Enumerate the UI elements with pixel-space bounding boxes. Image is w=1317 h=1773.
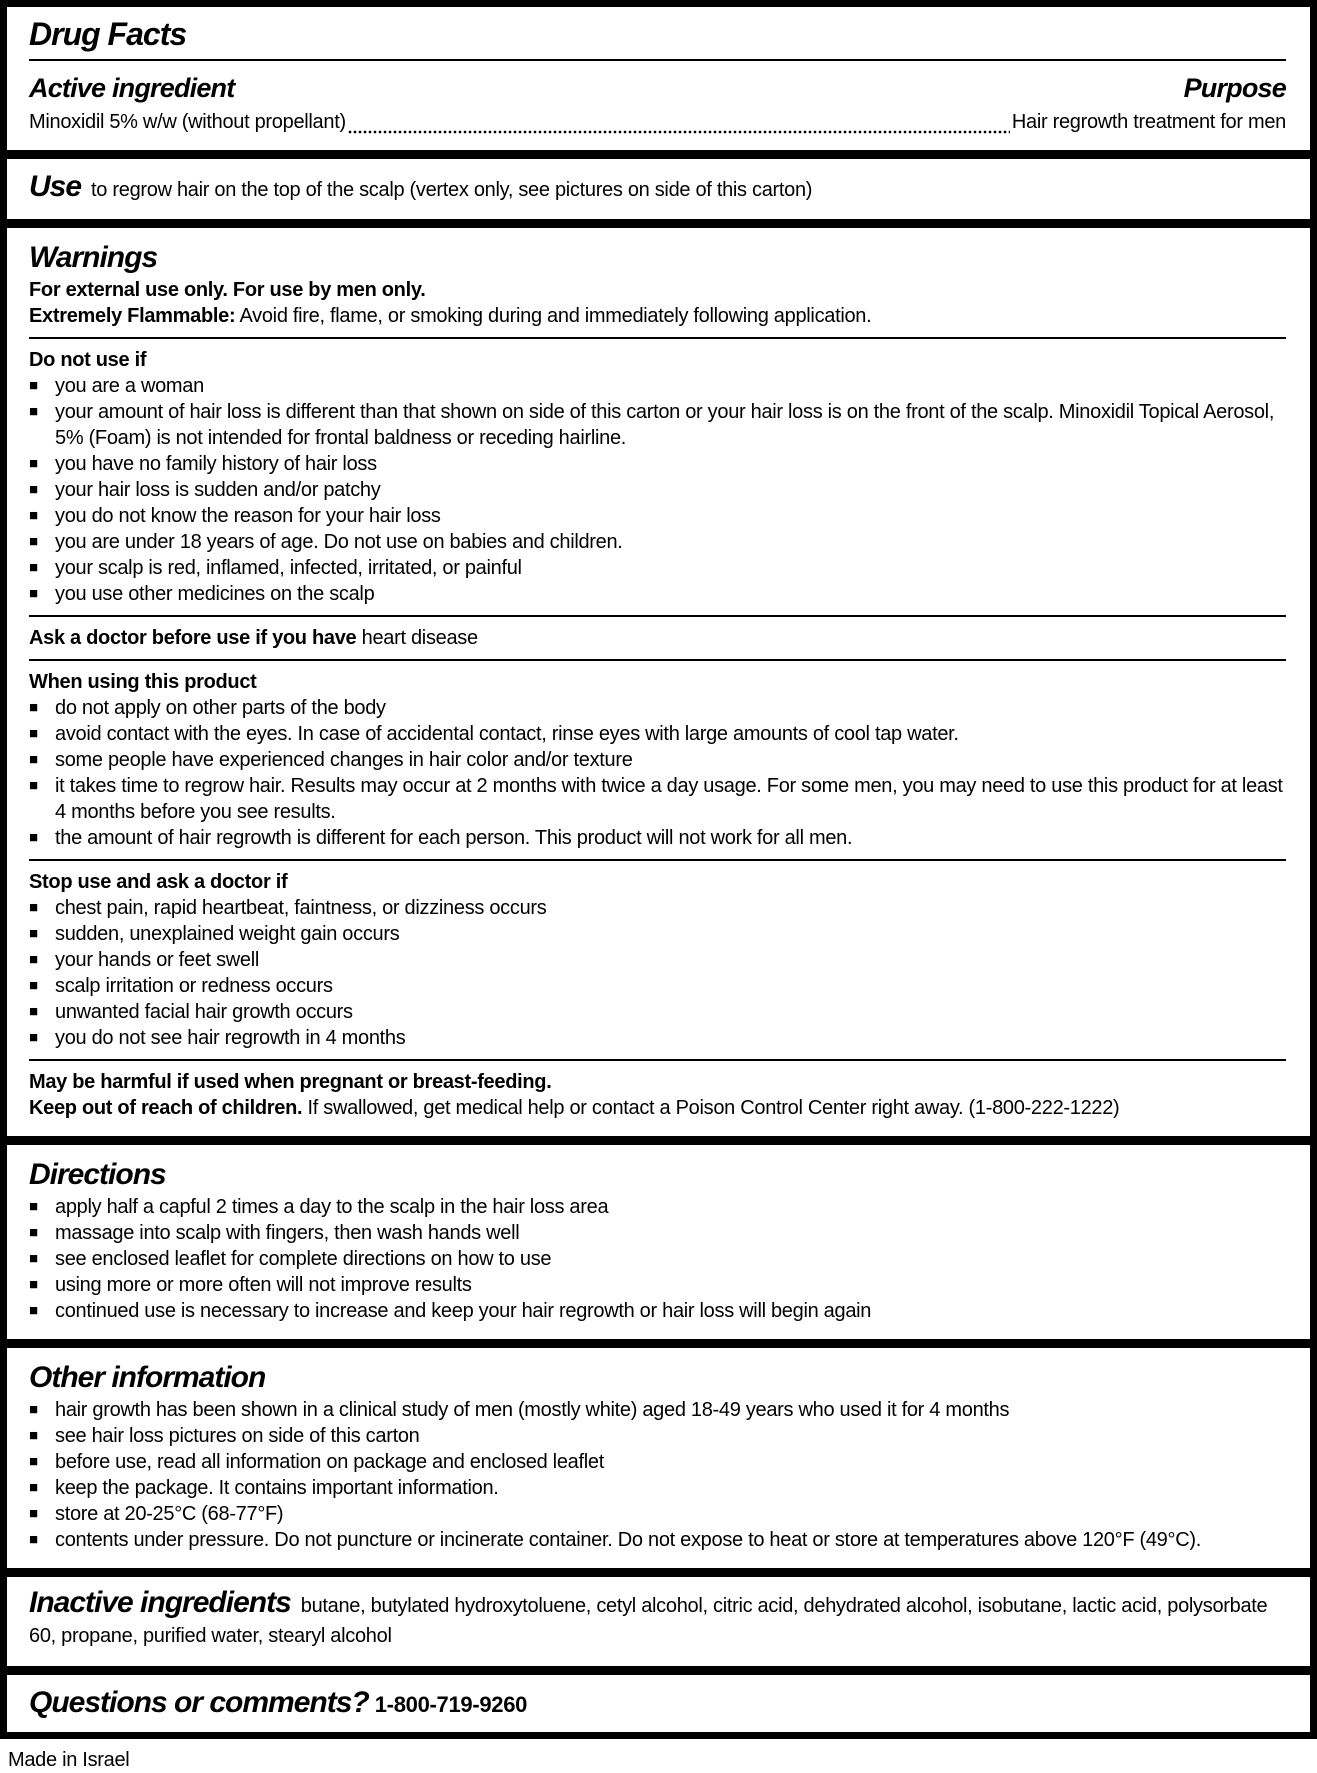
section-divider [7, 1339, 1310, 1348]
bullet-square-icon: ■ [29, 1427, 38, 1444]
bullet-square-icon: ■ [29, 1531, 38, 1548]
section-warnings [7, 231, 1310, 1133]
bullet-square-icon: ■ [29, 1276, 38, 1293]
ingredient-name: Minoxidil 5% w/w (without propellant) [29, 111, 346, 133]
section-divider [7, 1666, 1310, 1675]
bullet-square-icon: ■ [29, 1302, 38, 1319]
list-item [29, 1423, 1286, 1449]
bullet-square-icon: ■ [29, 951, 38, 968]
list-item [29, 895, 1286, 921]
list-item [29, 1298, 1286, 1324]
list-item [29, 477, 1286, 503]
list-item [29, 773, 1286, 825]
use-text: to regrow hair on the top of the scalp (vertex only, see pictures on side of this carton) [91, 179, 813, 201]
bullet-text: your hands or feet swell [55, 949, 260, 971]
warnings-rule [29, 859, 1286, 861]
bullet-text: your scalp is red, inflamed, infected, irritated, or painful [55, 557, 522, 579]
bullet-text: keep the package. It contains important information. [55, 1477, 499, 1499]
section-other-information [7, 1351, 1310, 1565]
purpose-heading: Purpose [1183, 73, 1286, 103]
warnings-heading: Warnings [29, 241, 158, 274]
dot-leader [348, 115, 1010, 135]
bullet-text: massage into scalp with fingers, then wash hands well [55, 1222, 520, 1244]
bullet-square-icon: ■ [29, 377, 38, 394]
section-divider [7, 1568, 1310, 1577]
external-use-line: For external use only. For use by men only. [29, 279, 426, 301]
bullet-square-icon: ■ [29, 899, 38, 916]
list-item [29, 399, 1286, 451]
section-divider [7, 1136, 1310, 1145]
inactive-ingredients-heading: Inactive ingredients [29, 1586, 291, 1619]
bullet-square-icon: ■ [29, 977, 38, 994]
inactive-ingredients-paragraph [29, 1588, 1286, 1651]
list-item [29, 529, 1286, 555]
list-item [29, 973, 1286, 999]
bullet-text: some people have experienced changes in hair color and/or texture [55, 749, 633, 771]
bullet-square-icon: ■ [29, 829, 38, 846]
bullet-square-icon: ■ [29, 1198, 38, 1215]
bullet-square-icon: ■ [29, 751, 38, 768]
stop-use-heading: Stop use and ask a doctor if [29, 871, 288, 893]
ingredient-purpose-row [29, 109, 1286, 135]
bullet-text: scalp irritation or redness occurs [55, 975, 333, 997]
bullet-text: it takes time to regrow hair. Results may occur at 2 months with twice a day usage. For some men, you may need to use this product for at least 4 months before you see results. [55, 775, 1283, 823]
bullet-text: you use other medicines on the scalp [55, 583, 375, 605]
bullet-square-icon: ■ [29, 699, 38, 716]
list-item [29, 921, 1286, 947]
list-item [29, 373, 1286, 399]
list-item [29, 1025, 1286, 1051]
bullet-square-icon: ■ [29, 1224, 38, 1241]
section-use [7, 162, 1310, 216]
list-item [29, 1527, 1286, 1553]
bullet-square-icon: ■ [29, 1479, 38, 1496]
other-information-list [29, 1397, 1286, 1553]
list-item [29, 1220, 1286, 1246]
bullet-text: you are a woman [55, 375, 204, 397]
keep-out-text: If swallowed, get medical help or contact a Poison Control Center right away. (1-800-222-1222) [307, 1097, 1120, 1119]
warnings-rule [29, 659, 1286, 661]
section-active-ingredient [7, 7, 1310, 147]
bullet-square-icon: ■ [29, 1453, 38, 1470]
section-inactive-ingredients [7, 1580, 1310, 1663]
bullet-text: continued use is necessary to increase and keep your hair regrowth or hair loss will begin again [55, 1300, 872, 1322]
flammable-text: Avoid fire, flame, or smoking during and immediately following application. [239, 305, 872, 327]
bullet-text: you do not know the reason for your hair loss [55, 505, 441, 527]
bullet-text: contents under pressure. Do not puncture or incinerate container. Do not expose to heat or store at temperatures above 120°F (49°C). [55, 1529, 1201, 1551]
bullet-text: sudden, unexplained weight gain occurs [55, 923, 400, 945]
bullet-text: avoid contact with the eyes. In case of accidental contact, rinse eyes with large amounts of cool tap water. [55, 723, 959, 745]
purpose-value: Hair regrowth treatment for men [1011, 111, 1286, 133]
bullet-text: before use, read all information on package and enclosed leaflet [55, 1451, 604, 1473]
bullet-text: see hair loss pictures on side of this carton [55, 1425, 420, 1447]
list-item [29, 1449, 1286, 1475]
bullet-square-icon: ■ [29, 403, 38, 420]
list-item [29, 825, 1286, 851]
list-item [29, 1397, 1286, 1423]
bullet-square-icon: ■ [29, 507, 38, 524]
list-item [29, 947, 1286, 973]
list-item [29, 1501, 1286, 1527]
list-item [29, 503, 1286, 529]
active-ingredient-heading: Active ingredient [29, 73, 235, 103]
list-item [29, 555, 1286, 581]
section-questions [7, 1678, 1310, 1732]
list-item [29, 747, 1286, 773]
bullet-text: hair growth has been shown in a clinical study of men (mostly white) aged 18-49 years who used it for 4 months [55, 1399, 1010, 1421]
bullet-square-icon: ■ [29, 925, 38, 942]
when-using-heading: When using this product [29, 671, 257, 693]
ask-doctor-line [29, 625, 1286, 651]
section-directions [7, 1148, 1310, 1336]
directions-heading: Directions [29, 1158, 166, 1191]
list-item [29, 695, 1286, 721]
other-information-heading: Other information [29, 1361, 266, 1394]
bullet-square-icon: ■ [29, 1401, 38, 1418]
list-item [29, 1475, 1286, 1501]
bullet-square-icon: ■ [29, 533, 38, 550]
ask-doctor-label: Ask a doctor before use if you have [29, 627, 357, 649]
active-ingredient-header-row [29, 71, 1286, 105]
list-item [29, 721, 1286, 747]
section-divider [7, 150, 1310, 159]
section-divider [7, 219, 1310, 228]
use-heading: Use [29, 170, 82, 203]
do-not-use-heading: Do not use if [29, 349, 147, 371]
questions-heading: Questions or comments? [29, 1686, 369, 1719]
made-in-label: Made in Israel [8, 1749, 130, 1771]
stop-use-list [29, 895, 1286, 1051]
list-item [29, 1194, 1286, 1220]
keep-out-label: Keep out of reach of children. [29, 1097, 303, 1119]
warnings-rule [29, 615, 1286, 617]
drug-facts-title: Drug Facts [29, 16, 187, 52]
bullet-square-icon: ■ [29, 481, 38, 498]
keep-out-line [29, 1095, 1286, 1121]
bullet-square-icon: ■ [29, 1029, 38, 1046]
bullet-square-icon: ■ [29, 1505, 38, 1522]
bullet-square-icon: ■ [29, 1003, 38, 1020]
bullet-square-icon: ■ [29, 1250, 38, 1267]
list-item [29, 1246, 1286, 1272]
bullet-text: do not apply on other parts of the body [55, 697, 386, 719]
when-using-list [29, 695, 1286, 851]
bullet-square-icon: ■ [29, 777, 38, 794]
bullet-text: you do not see hair regrowth in 4 months [55, 1027, 406, 1049]
bullet-text: see enclosed leaflet for complete directions on how to use [55, 1248, 552, 1270]
bullet-text: apply half a capful 2 times a day to the scalp in the hair loss area [55, 1196, 609, 1218]
flammable-label: Extremely Flammable: [29, 305, 236, 327]
bullet-square-icon: ■ [29, 559, 38, 576]
bullet-square-icon: ■ [29, 455, 38, 472]
directions-list [29, 1194, 1286, 1324]
ask-doctor-text: heart disease [361, 627, 478, 649]
bullet-text: unwanted facial hair growth occurs [55, 1001, 353, 1023]
list-item [29, 451, 1286, 477]
bullet-square-icon: ■ [29, 585, 38, 602]
bullet-text: you are under 18 years of age. Do not use on babies and children. [55, 531, 623, 553]
flammable-line [29, 303, 1286, 329]
inactive-ingredients-text: butane, butylated hydroxytoluene, cetyl alcohol, citric acid, dehydrated alcohol, isobutane, lactic acid, polysorbate 60, propane, purified water, stearyl alcohol [29, 1595, 1268, 1647]
bullet-text: you have no family history of hair loss [55, 453, 377, 475]
bullet-text: using more or more often will not improve results [55, 1274, 472, 1296]
pregnancy-warning: May be harmful if used when pregnant or breast-feeding. [29, 1071, 552, 1093]
bullet-text: store at 20-25°C (68-77°F) [55, 1503, 284, 1525]
do-not-use-list [29, 373, 1286, 607]
list-item [29, 1272, 1286, 1298]
bullet-text: the amount of hair regrowth is different for each person. This product will not work for all men. [55, 827, 853, 849]
questions-phone-number: 1-800-719-9260 [374, 1692, 528, 1717]
bullet-square-icon: ■ [29, 725, 38, 742]
bullet-text: your amount of hair loss is different than that shown on side of this carton or your hair loss is on the front of the scalp. Minoxidil Topical Aerosol, 5% (Foam) is not intended for frontal baldness or receding hairline. [55, 401, 1275, 449]
warnings-rule [29, 1059, 1286, 1061]
bullet-text: chest pain, rapid heartbeat, faintness, or dizziness occurs [55, 897, 547, 919]
list-item [29, 999, 1286, 1025]
warnings-rule [29, 337, 1286, 339]
list-item [29, 581, 1286, 607]
bullet-text: your hair loss is sudden and/or patchy [55, 479, 381, 501]
title-rule [29, 59, 1286, 61]
